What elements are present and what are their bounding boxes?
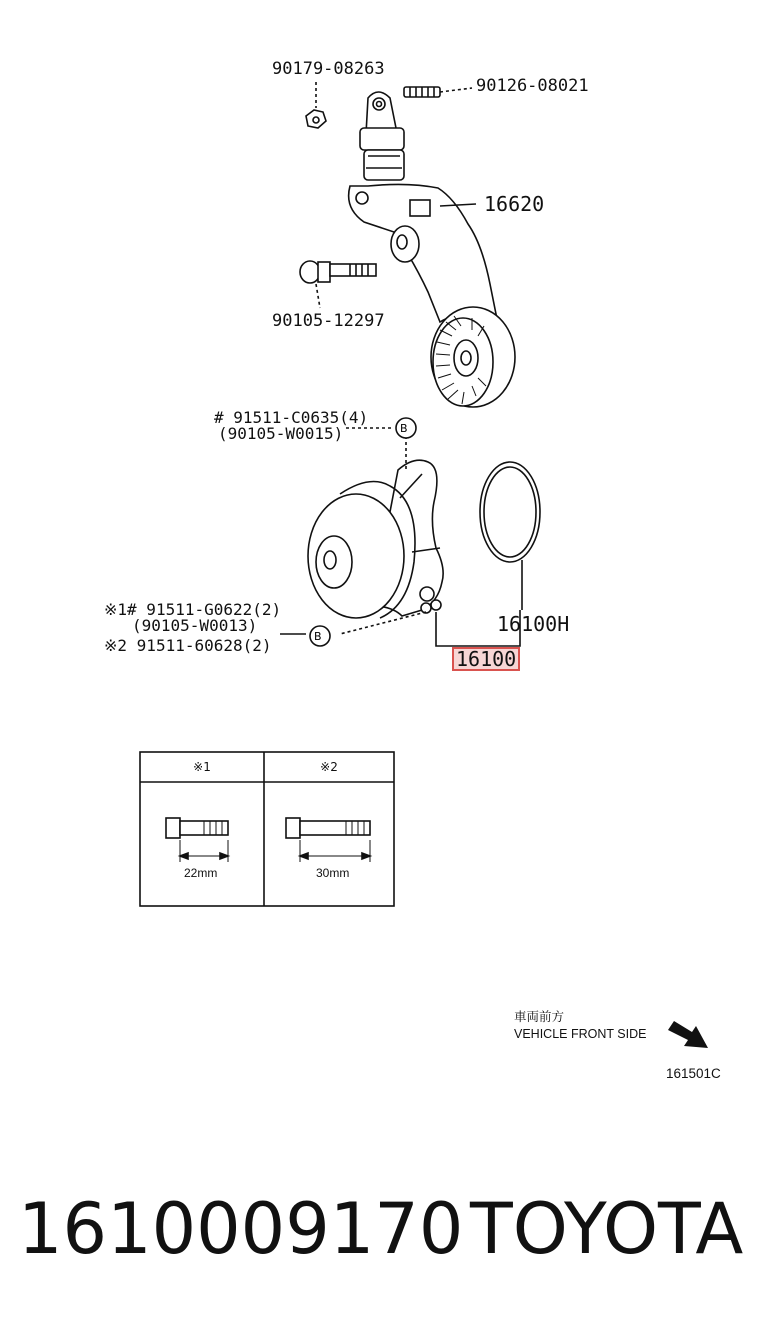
callout-water-pump-highlighted[interactable]: 16100	[452, 647, 520, 671]
table-col1-length: 22mm	[184, 866, 218, 880]
water-pump-part	[308, 436, 443, 634]
front-side-arrow-icon	[668, 1021, 708, 1048]
table-col2-length: 30mm	[316, 866, 350, 880]
callout-nut: 90179-08263	[272, 59, 385, 79]
diagram-code: 161501C	[666, 1066, 721, 1081]
stud-part	[404, 87, 472, 97]
circle-b-label-bottom: B	[314, 630, 322, 643]
vehicle-front-jp: 車両前方	[514, 1010, 565, 1024]
table-col1-header: ※1	[193, 760, 211, 774]
callout-bolt-mark1-line2: (90105-W0013)	[132, 616, 258, 635]
gasket-part	[480, 462, 540, 610]
callout-gasket: 16100H	[497, 612, 570, 636]
table-col2-header: ※2	[320, 760, 338, 774]
callout-tensioner: 16620	[484, 192, 545, 216]
bolt-part	[300, 261, 376, 308]
tensioner-part	[349, 92, 515, 407]
callout-bolt-mark2: ※2 91511-60628(2)	[104, 636, 272, 655]
callout-bolt-mark1-line1: ※1# 91511-G0622(2)	[104, 600, 282, 619]
callout-bolt: 90105-12297	[272, 311, 385, 331]
vehicle-front-en: VEHICLE FRONT SIDE	[514, 1027, 647, 1041]
callout-bolt-b-line1: # 91511-C0635(4)	[214, 408, 369, 427]
callout-stud: 90126-08021	[476, 76, 589, 96]
callout-bolt-b-line2: (90105-W0015)	[218, 424, 344, 443]
footer-part-number: 1610009170	[18, 1188, 464, 1270]
circle-b-label-top: B	[400, 422, 408, 435]
footer-brand: TOYOTA	[470, 1188, 744, 1270]
bolt-length-table	[140, 752, 394, 906]
nut-part	[306, 82, 326, 128]
